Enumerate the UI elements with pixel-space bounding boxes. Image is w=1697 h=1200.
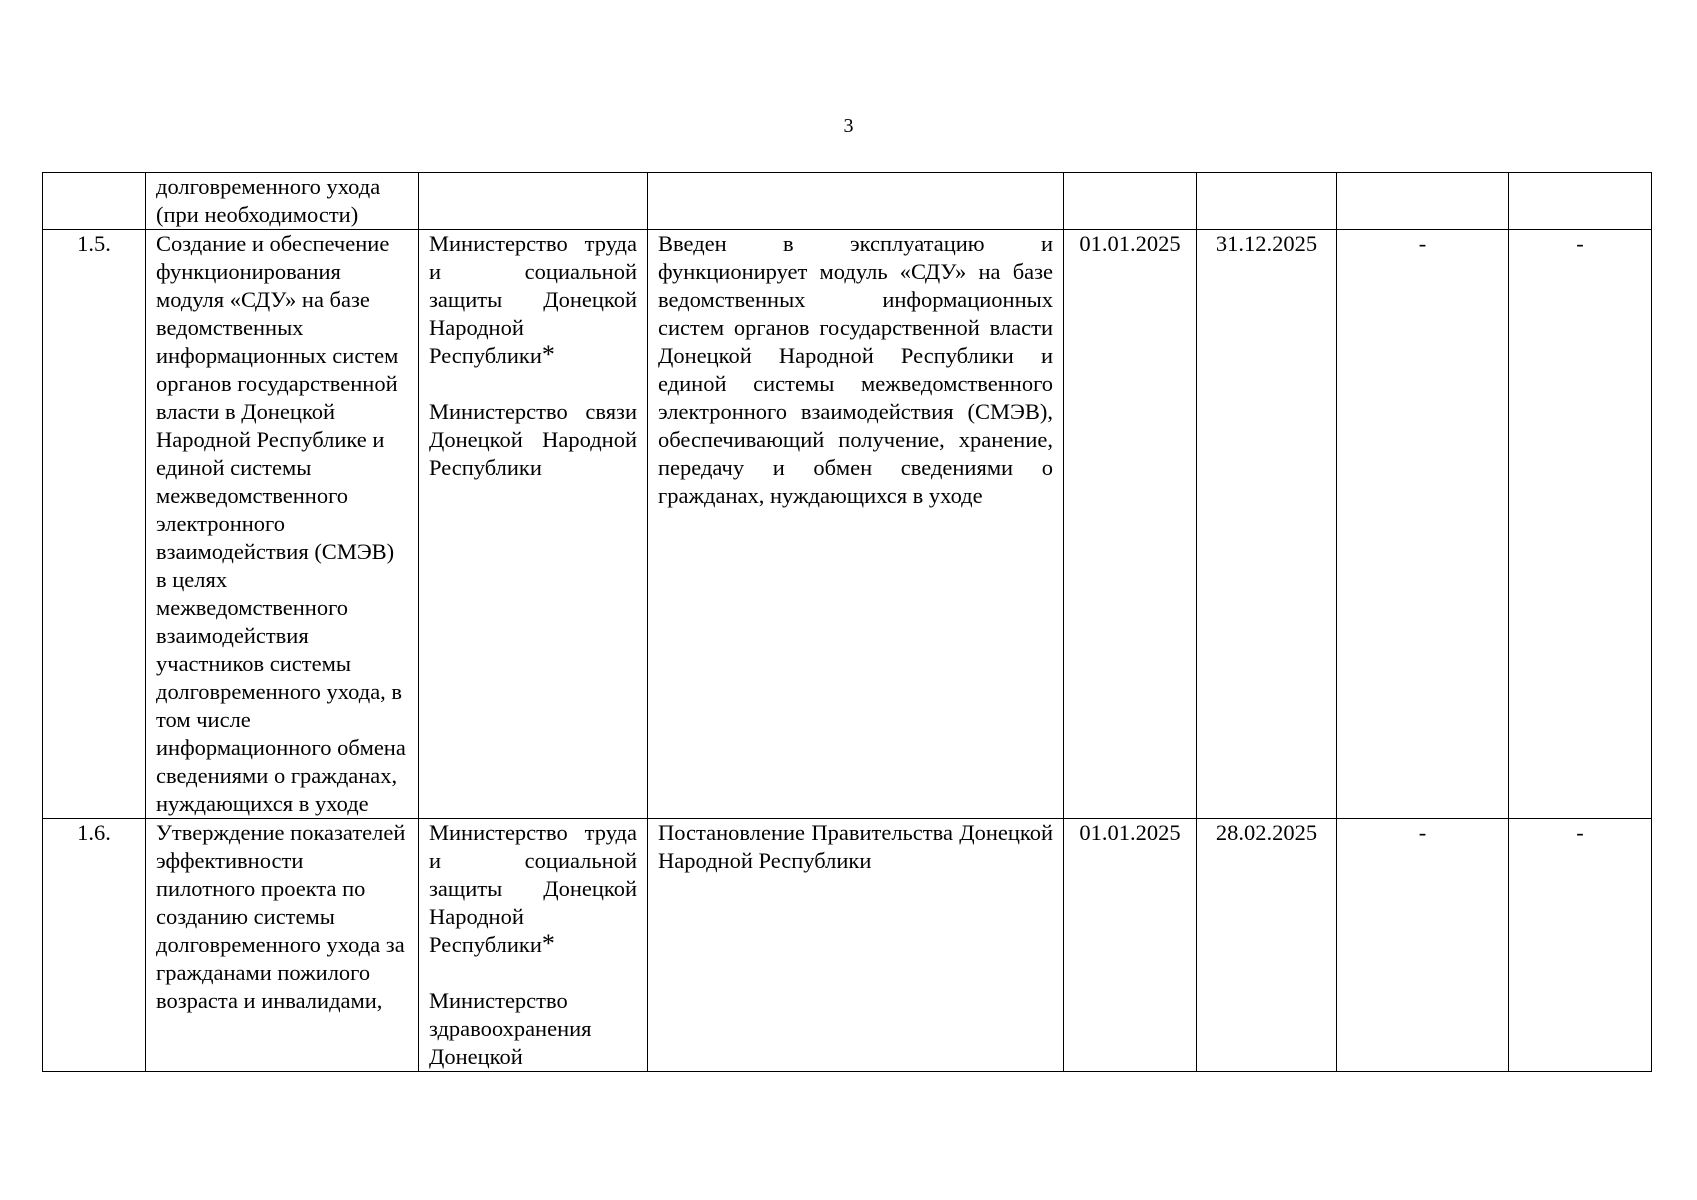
cell-number: 1.5. <box>43 230 146 819</box>
cell-executor <box>419 230 648 819</box>
cell-executor <box>419 819 648 1072</box>
cell-end-date <box>1197 173 1337 230</box>
executor-secondary: Министерство связи Донецкой Народной Республики <box>429 399 637 480</box>
cell-number <box>43 173 146 230</box>
table-row-continuation <box>43 173 1652 230</box>
cell-start-date: 01.01.2025 <box>1064 819 1197 1072</box>
activities-table <box>42 172 1652 1072</box>
cell-executor <box>419 173 648 230</box>
table-row-1-5 <box>43 230 1652 819</box>
page-number: 3 <box>843 115 854 137</box>
cell-start-date <box>1064 173 1197 230</box>
executor-primary: Министерство труда и социальной защиты Донецкой Народной Республики* <box>429 231 637 369</box>
cell-col8: - <box>1509 230 1652 819</box>
cell-result: Введен в эксплуатацию и функционирует модуль «СДУ» на базе ведомственных информационных систем органов государственной власти Донецкой Народной Республики и единой системы межведомственного электронного взаимодействия (СМЭВ), обеспечивающий получение, хранение, передачу и обмен сведениями о гражданах, нуждающихся в уходе <box>648 230 1064 819</box>
cell-col7 <box>1337 173 1509 230</box>
cell-result <box>648 173 1064 230</box>
cell-name: долговременного ухода (при необходимости) <box>146 173 419 230</box>
cell-col8: - <box>1509 819 1652 1072</box>
responsible-mark: * <box>541 340 555 369</box>
executor-primary: Министерство труда и социальной защиты Донецкой Народной Республики* <box>429 820 637 958</box>
cell-end-date: 28.02.2025 <box>1197 819 1337 1072</box>
cell-result: Постановление Правительства Донецкой Народной Республики <box>648 819 1064 1072</box>
table-row-1-6 <box>43 819 1652 1072</box>
cell-col7: - <box>1337 230 1509 819</box>
cell-name: Утверждение показателей эффективности пилотного проекта по созданию системы долговременного ухода за гражданами пожилого возраста и инвалидами, <box>146 819 419 1072</box>
cell-col8 <box>1509 173 1652 230</box>
responsible-mark: * <box>541 929 555 958</box>
cell-number: 1.6. <box>43 819 146 1072</box>
cell-end-date: 31.12.2025 <box>1197 230 1337 819</box>
cell-col7: - <box>1337 819 1509 1072</box>
cell-start-date: 01.01.2025 <box>1064 230 1197 819</box>
executor-secondary: Министерство здравоохранения Донецкой <box>429 988 592 1069</box>
cell-name: Создание и обеспечение функционирования модуля «СДУ» на базе ведомственных информационных систем органов государственной власти в Донецкой Народной Республике и единой системы межведомственного электронного взаимодействия (СМЭВ) в целях межведомственного взаимодействия участников системы долговременного ухода, в том числе информационного обмена сведениями о гражданах, нуждающихся в уходе <box>146 230 419 819</box>
